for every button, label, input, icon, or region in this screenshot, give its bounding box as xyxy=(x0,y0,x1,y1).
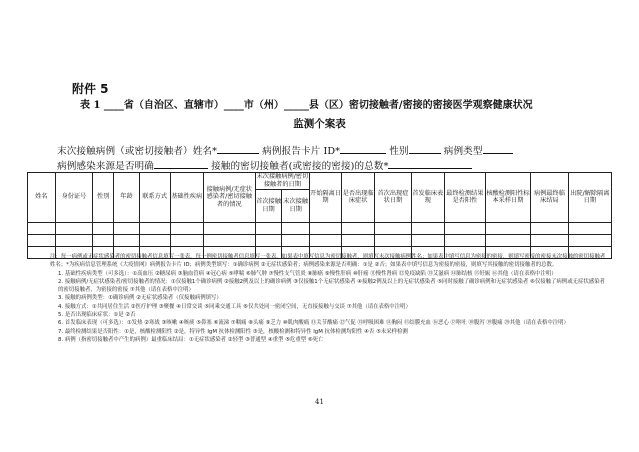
notes-section xyxy=(50,253,610,344)
col-start-isolation: 开始隔离日期 xyxy=(309,173,341,223)
note-item: 1. 基础性疾病类型（可多选）：①高血压 ②糖尿病 ③脑血管病 ④冠心病 ⑤哮喘 ⑥肺气肿 ⑦慢性支气管炎 ⑧肺癌 ⑨慢性肝病 ⑩肝癌 ⑪慢性肾病 ⑫免疫缺陷 ⑬艾滋病 ⑭肺结核 ⑮妊娠 ⑯其他（请在表格中注明） xyxy=(58,270,557,277)
col-disease: 基础性疾病 xyxy=(170,173,203,223)
col-first-symptom-date: 首次出现症状日期 xyxy=(375,173,412,223)
infection-source-label: 病例感染来源是否明确 xyxy=(57,161,154,172)
last-contact-name-label: 末次接触病例（或密切接触者）姓名 xyxy=(57,146,213,157)
table-row xyxy=(28,222,612,234)
note-item: 8. 病例（指密切接触者中产生的病例）最重临床结局：①无症状感染者 ②轻型 ③普通型 ④重型 ⑤危重型 ⑥死亡 xyxy=(58,336,324,343)
table-row xyxy=(28,234,612,246)
note-item: 2. 接触病例/无症状感染者/密切接触者的情况：①仅接触1个确诊病例 ②接触2例及以上的确诊病例 ③仅接触1个无症状感染者 ④接触2例及以上的无症状感染者 ⑤同时接触了确诊病例和无症状感染者 ⑥仅接触了病例或无症状感染者的密切接触者，为密接的密接 ⑦其他（请在表格中注明） xyxy=(58,278,605,294)
col-contact-relation: 接触病例/无症状感染者/密切接触者的情况 xyxy=(203,173,255,223)
note-item: 6. 首发临床表现（可多选）：①发热 ②寒战 ③咳嗽 ④咳痰 ⑤鼻塞 ⑥流涕 ⑦咽痛 ⑧头痛 ⑨乏力 ⑩肌肉酸痛 ⑪关节酸痛 ⑫气促 ⑬呼吸困难 ⑭胸闷 ⑮结膜充血 ⑯恶心 ⑰呕吐 ⑱腹泻 ⑲腹痛 ⑳其他（请在表格中注明） xyxy=(58,320,569,327)
case-type-label: 病例类型 xyxy=(443,146,483,157)
case-type-field[interactable] xyxy=(483,143,513,154)
col-contact: 联系方式 xyxy=(139,173,170,223)
col-has-symptoms: 是否出现临床症状 xyxy=(342,173,375,223)
col-outcome: 病例最终临床结局 xyxy=(531,173,569,223)
col-age: 年龄 xyxy=(114,173,139,223)
form-title-line1: 表 1 ____省（自治区、直辖市）____市（州）_____县（区）密切接触者/密接的密接医学观察健康状况 xyxy=(80,100,533,111)
col-sex: 性别 xyxy=(93,173,114,223)
col-release-date: 出院/解除隔离日期 xyxy=(568,173,611,223)
sex-field[interactable] xyxy=(409,143,441,154)
col-last-contact-group: 末次接触病例/密切接触者的日期 xyxy=(256,173,309,188)
col-sample-date: 核酸检测阳性标本采样日期 xyxy=(485,173,530,223)
observation-table xyxy=(27,172,612,259)
info-line-1: 末次接触病例（或密切接触者）姓名* 病例报告卡片 ID* 性别 病例类型 xyxy=(57,143,513,157)
col-name: 姓名 xyxy=(28,173,56,223)
note-item: 3. 接触的病例类型：①确诊病例 ②无症状感染者（仅接触病例填写） xyxy=(58,295,222,302)
page-number: 41 xyxy=(315,398,324,406)
col-last-contact: 末次接触日期 xyxy=(282,189,310,222)
report-card-id-field[interactable] xyxy=(340,143,386,154)
col-id-number: 身份证号 xyxy=(55,173,93,223)
col-first-contact: 首次接触日期 xyxy=(255,189,282,222)
attachment-label: 附件 5 xyxy=(72,82,109,96)
col-first-sign: 首发临床表现 xyxy=(411,173,444,223)
form-title-line2: 监测个案表 xyxy=(293,118,346,130)
note-item: 5. 是否出现临床症状：①是 ②否 xyxy=(58,312,136,319)
sex-label: 性别 xyxy=(389,146,409,157)
contact-total-field[interactable] xyxy=(388,158,472,169)
contact-total-label: 接触的密切接触者(或密接的密接)的总数 xyxy=(211,161,384,172)
info-line-2: 病例感染来源是否明确 接触的密切接触者(或密接的密接)的总数* xyxy=(57,158,472,172)
note-intro: 注：每一病例或无症状感染者的密切接触者信息填写一张表，每一例密切接触者信息填写一张表。如果表中填写信息为密切接触者，则填写末次接触病例姓名；如果表中填写信息为密接的密接，则填写密接的密接末次接触的密切接触者姓名；*为疾病信息管理系统《大疫情网》病例报告卡片 ID；病例类型填写：①确诊病例 ②无症状感染者；病例感染来源是否明确：①是 ②否；如果表中填写信息为密接的密接，则填写其接触的密切接触者的总数。 xyxy=(50,254,606,269)
note-item: 7. 最终检测结果是否阳性：①是，核酸检测阳性 ②是，特异性 IgM 抗体检测阳性 ③是，核酸检测和特异性 IgM 抗体检测均阳性 ④否 ⑤未采样检测 xyxy=(58,328,408,335)
note-item: 4. 接触方式：①共同居住生活 ②医疗护理 ③聚餐 ④日常交谈 ⑤同乘交通工具 ⑥仅共处同一密闭空间，无直接接触与交谈 ⑦其他（请在表格中注明） xyxy=(58,303,411,310)
infection-source-field[interactable] xyxy=(154,158,208,169)
col-final-result: 最终检测结果是否阳性 xyxy=(444,173,485,223)
report-card-id-label: 病例报告卡片 ID xyxy=(262,146,336,157)
last-contact-name-field[interactable] xyxy=(217,143,259,154)
